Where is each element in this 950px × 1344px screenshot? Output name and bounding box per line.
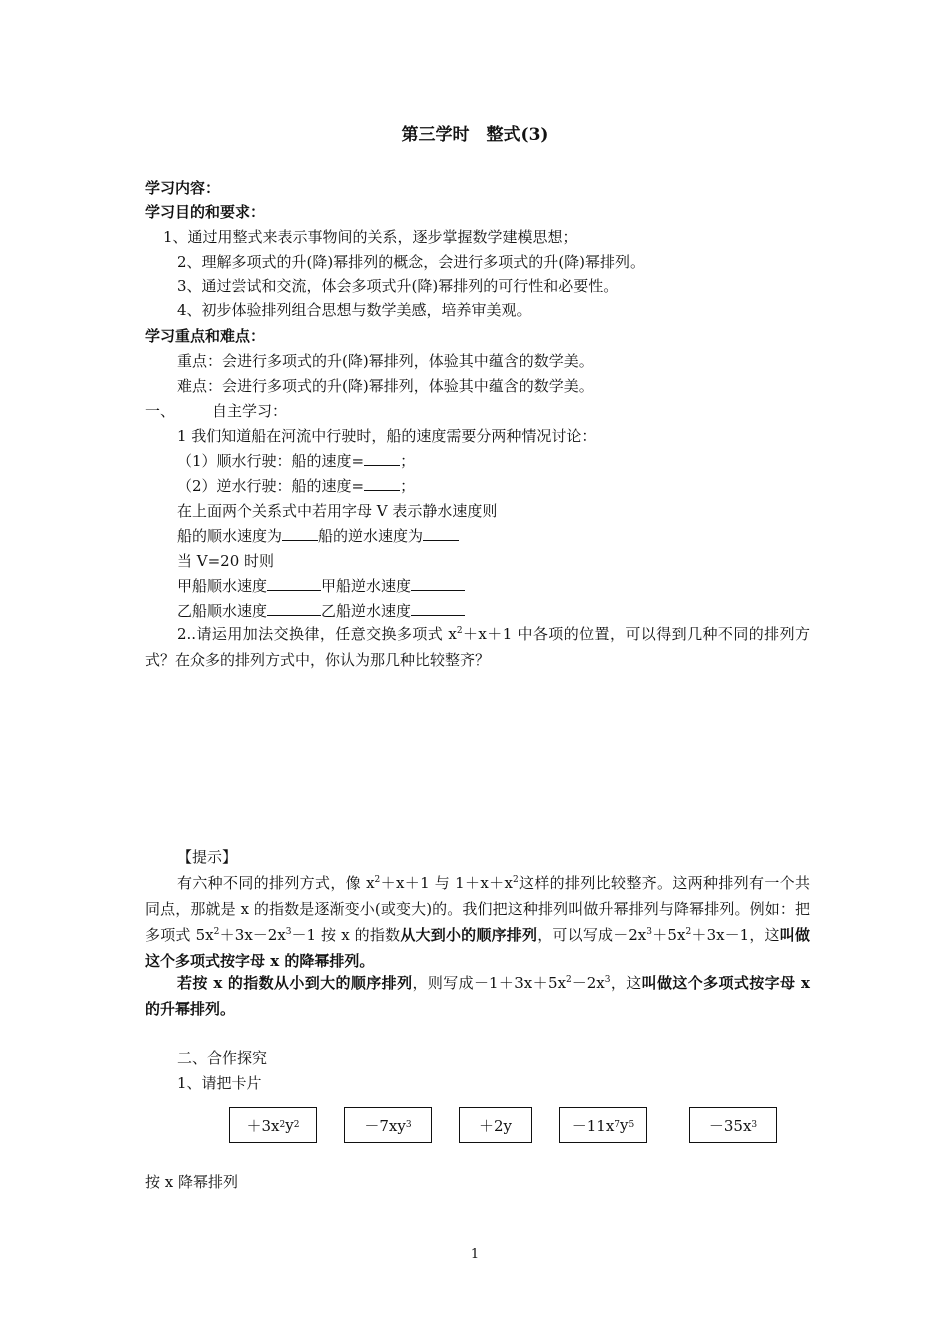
exponent: 3 bbox=[285, 927, 292, 937]
hint-text: ＋3x－1，这 bbox=[691, 926, 780, 944]
question-1c: 在上面两个关系式中若用字母 V 表示静水速度则 bbox=[177, 502, 498, 520]
answer-blank[interactable] bbox=[282, 525, 318, 541]
asc-text: －2x bbox=[571, 974, 605, 992]
answer-blank[interactable] bbox=[364, 450, 400, 466]
exponent: 3 bbox=[604, 975, 611, 985]
question-1a-text: （1）顺水行驶：船的速度= bbox=[177, 452, 365, 470]
question-1a bbox=[177, 450, 415, 472]
term-card[interactable]: －7xy 3 bbox=[344, 1107, 432, 1143]
asc-text: ，则写成－1＋3x＋5x bbox=[412, 974, 567, 992]
card-term: y bbox=[285, 1116, 294, 1134]
card-term: －11x bbox=[571, 1116, 615, 1135]
answer-blank[interactable] bbox=[411, 575, 465, 591]
term-card[interactable]: －35x 3 bbox=[689, 1107, 777, 1143]
card-term: －35x bbox=[708, 1116, 752, 1135]
answer-blank[interactable] bbox=[267, 600, 321, 616]
asc-emphasis: 叫做这个多项式按字母 x 的升幂排列。 bbox=[145, 974, 810, 1018]
exponent: 2 bbox=[456, 626, 463, 636]
card-term: ＋3x bbox=[246, 1116, 280, 1135]
question-1b bbox=[177, 475, 415, 497]
page-number: 1 bbox=[470, 1247, 480, 1262]
exponent: 2 bbox=[685, 927, 692, 937]
goal-item: 3、通过尝试和交流，体会多项式升(降)幂排列的可行性和必要性。 bbox=[177, 277, 619, 295]
exponent: 2 bbox=[374, 875, 381, 885]
hint-paragraph bbox=[145, 870, 810, 974]
answer-blank[interactable] bbox=[267, 575, 321, 591]
key-point: 重点：会进行多项式的升(降)幂排列，体验其中蕴含的数学美。 bbox=[177, 352, 594, 370]
exponent: 2 bbox=[512, 875, 519, 885]
boat-a-upstream-label: 甲船逆水速度 bbox=[321, 577, 412, 595]
goal-item: 1、通过用整式来表示事物间的关系，逐步掌握数学建模思想； bbox=[163, 228, 578, 246]
boat-a-downstream-label: 甲船顺水速度 bbox=[177, 577, 268, 595]
exponent: 2 bbox=[213, 927, 220, 937]
question-1e: 当 V=20 时则 bbox=[177, 552, 275, 570]
hint-text: 这样的排列比较整齐。这两种排列有一个共同点，那就是 x 的指数是逐渐变小(或变大)的。我们把这种排列叫做升幂排列与降幂排列。例如：把多项式 5x bbox=[145, 874, 810, 944]
section-heading-goals: 学习目的和要求： bbox=[145, 203, 266, 221]
ascending-paragraph bbox=[145, 970, 810, 1022]
question-2-text-cont: ＋x＋1 中各项的位置，可以得到几种不同的排列方式？在众多的排列方式中，你认为那几种比较整齐？ bbox=[145, 625, 811, 669]
section-heading-content: 学习内容： bbox=[145, 179, 221, 197]
question-1f bbox=[177, 575, 465, 597]
self-study-heading: 自主学习： bbox=[212, 402, 288, 420]
card-term: ＋2y bbox=[478, 1116, 513, 1135]
answer-blank[interactable] bbox=[423, 525, 459, 541]
section-heading-key: 学习重点和难点： bbox=[145, 327, 266, 345]
asc-emphasis: 若按 x 的指数从小到大的顺序排列 bbox=[177, 974, 413, 992]
question-1b-text: （2）逆水行驶：船的速度= bbox=[177, 477, 365, 495]
answer-blank[interactable] bbox=[411, 600, 465, 616]
boat-b-downstream-label: 乙船顺水速度 bbox=[177, 602, 268, 620]
page-title: 第三学时 整式(3) bbox=[401, 125, 549, 145]
question-1d bbox=[177, 525, 459, 547]
exponent: 2 bbox=[566, 975, 572, 985]
card-term: －7xy bbox=[364, 1116, 406, 1135]
goal-item: 2、理解多项式的升(降)幂排列的概念，会进行多项式的升(降)幂排列。 bbox=[177, 253, 645, 271]
goal-item: 4、初步体验排列组合思想与数学美感，培养审美观。 bbox=[177, 301, 532, 319]
semicolon: ； bbox=[400, 477, 416, 495]
question-2-text: 2..请运用加法交换律，任意交换多项式 x bbox=[177, 625, 457, 643]
term-card[interactable]: ＋3x 2 y 2 bbox=[229, 1107, 317, 1143]
downstream-speed-label: 船的顺水速度为 bbox=[177, 527, 283, 545]
question-1g bbox=[177, 600, 465, 622]
cooperation-heading: 二、合作探究 bbox=[177, 1049, 268, 1067]
hint-emphasis: 从大到小的顺序排列 bbox=[400, 926, 538, 944]
term-card[interactable] bbox=[459, 1107, 532, 1143]
hint-emphasis: 叫做这个多项式按字母 x 的降幂排列。 bbox=[145, 926, 810, 970]
hint-text: ＋3x－2x bbox=[219, 926, 286, 944]
hint-text: ，可以写成－2x bbox=[537, 926, 647, 944]
term-card[interactable]: －11x 7 y 5 bbox=[559, 1107, 647, 1143]
hint-text: ＋5x bbox=[652, 926, 686, 944]
boat-b-upstream-label: 乙船逆水速度 bbox=[321, 602, 412, 620]
question-1-intro: 1 我们知道船在河流中行驶时，船的速度需要分两种情况讨论： bbox=[177, 427, 597, 445]
answer-blank[interactable] bbox=[364, 475, 400, 491]
self-study-number: 一、 bbox=[145, 402, 176, 420]
hint-title: 【提示】 bbox=[177, 848, 238, 866]
descending-instruction: 按 x 降幂排列 bbox=[145, 1173, 238, 1191]
difficulty-point: 难点：会进行多项式的升(降)幂排列，体验其中蕴含的数学美。 bbox=[177, 377, 594, 395]
asc-text: ，这 bbox=[610, 974, 642, 992]
question-2 bbox=[145, 621, 810, 673]
hint-text: 有六种不同的排列方式，像 x bbox=[177, 874, 375, 892]
semicolon: ； bbox=[400, 452, 416, 470]
exponent: 3 bbox=[646, 927, 652, 937]
hint-text: ＋x＋1 与 1＋x＋x bbox=[380, 874, 513, 892]
hint-text: －1 按 x 的指数 bbox=[291, 926, 401, 944]
cooperation-question-1: 1、请把卡片 bbox=[177, 1074, 262, 1092]
card-term: y bbox=[620, 1116, 629, 1134]
upstream-speed-label: 船的逆水速度为 bbox=[318, 527, 424, 545]
